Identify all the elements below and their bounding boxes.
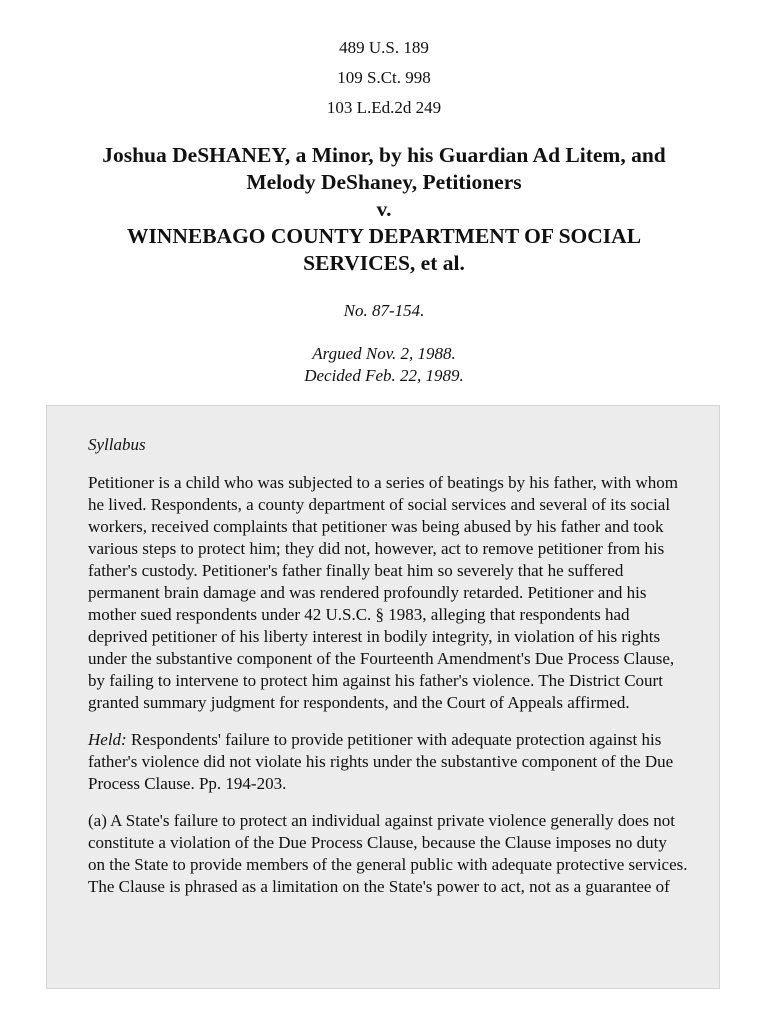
docket-number: No. 87-154.	[343, 301, 425, 320]
respondents-line-2: SERVICES, et al.	[303, 251, 465, 275]
syllabus-paragraph-facts: Petitioner is a child who was subjected to a series of beatings by his father, with whom he lived. Respondents, a county department of social services and several of its social workers, received complaints that petitioner was being abused by his father and took various steps to protect him; they did not, however, act to remove petitioner from his father's custody. Petitioner's father finally beat him so severely that he suffered permanent brain damage and was rendered profoundly retarded. Petitioner and his mother sued respondents under 42 U.S.C. § 1983, alleging that respondents had deprived petitioner of his liberty interest in bodily integrity, in violation of his rights under the substantive component of the Fourteenth Amendment's Due Process Clause, by failing to intervene to protect him against his father's violence. The District Court granted summary judgment for respondents, and the Court of Appeals affirmed.	[88, 473, 678, 712]
citation-us-reports: 489 U.S. 189	[339, 38, 429, 57]
petitioners-line-1: Joshua DeSHANEY, a Minor, by his Guardian Ad Litem, and	[102, 143, 666, 167]
citation-lawyers-edition: 103 L.Ed.2d 249	[326, 98, 442, 117]
respondents-line-1: WINNEBAGO COUNTY DEPARTMENT OF SOCIAL	[126, 224, 642, 248]
decided-date: Decided Feb. 22, 1989.	[304, 366, 464, 385]
syllabus-heading: Syllabus	[88, 435, 146, 454]
syllabus-paragraph-held	[88, 729, 688, 795]
citation-supreme-court-reporter: 109 S.Ct. 998	[337, 68, 431, 87]
syllabus-paragraph-a: (a) A State's failure to protect an individual against private violence generally does not constitute a violation of the Due Process Clause, because the Clause imposes no duty on the State to provide members of the general public with adequate protective services. The Clause is phrased as a limitation on the State's power to act, not as a guarantee of	[88, 811, 688, 896]
petitioners-line-2: Melody DeShaney, Petitioners	[246, 170, 522, 194]
syllabus-content	[88, 434, 688, 913]
versus-line: v.	[376, 197, 392, 221]
held-label: Held:	[88, 730, 127, 749]
argued-date: Argued Nov. 2, 1988.	[312, 344, 456, 363]
case-title	[40, 142, 728, 277]
held-text: Respondents' failure to provide petitioner with adequate protection against his father's violence did not violate his rights under the substantive component of the Due Process Clause. Pp. 194-203.	[88, 730, 674, 793]
case-dates	[0, 343, 768, 387]
citations-block	[0, 33, 768, 123]
syllabus-box	[46, 405, 720, 989]
